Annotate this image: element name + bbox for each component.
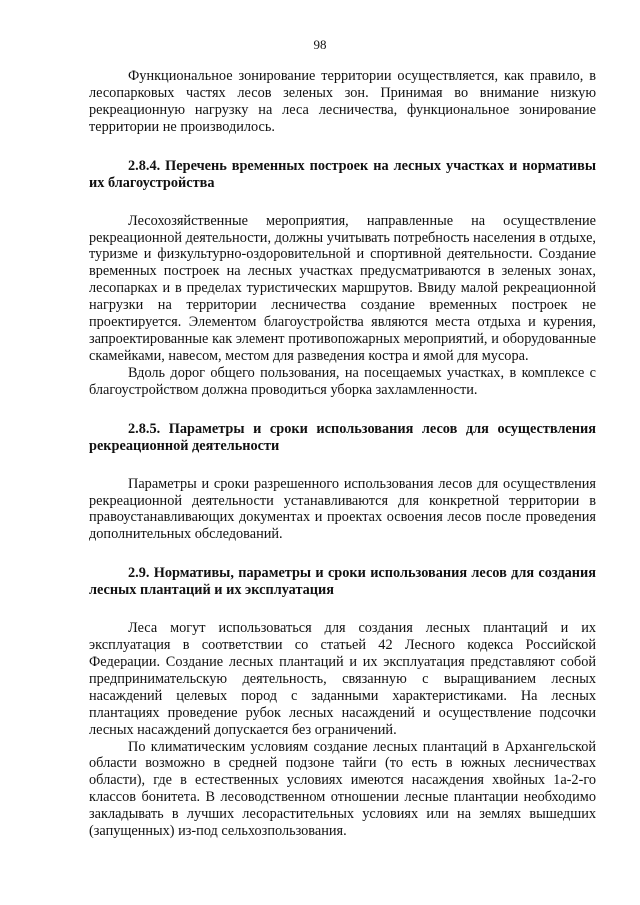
document-body	[89, 68, 596, 840]
heading-2-8-4: 2.8.4. Перечень временных построек на лесных участках и нормативы их благоустройства	[89, 157, 596, 191]
paragraph-zoning: Функциональное зонирование территории осуществляется, как правило, в лесопарковых частях лесов зеленых зон. Принимая во внимание низкую рекреационную нагрузку на леса лесничества, функциональное зонирование территории не производилось.	[89, 68, 596, 135]
paragraph-road-cleanup: Вдоль дорог общего пользования, на посещаемых участках, в комплексе с благоустройством должна проводиться уборка захламленности.	[89, 364, 596, 398]
paragraph-recreation-measures: Лесохозяйственные мероприятия, направленные на осуществление рекреационной деятельности, должны учитывать потребность населения в отдыхе, туризме и физкультурно-оздоровительной и спортивной деятельности. Создание временных построек на лесных участках предусматриваются в зеленых зонах, лесопарках и в пределах туристических маршрутов. Ввиду малой рекреационной нагрузки на территории лесничества создание временных построек не проектируется. Элементом благоустройства являются места отдыха и курения, запроектированные как элемент противопожарных мероприятий, и оборудованные скамейками, навесом, местом для разведения костра и ямой для мусора.	[89, 212, 596, 364]
paragraph-recreation-parameters: Параметры и сроки разрешенного использования лесов для осуществления рекреационной деятельности устанавливаются для конкретной территории в правоустанавливающих документах и проектах освоения лесов после проведения дополнительных обследований.	[89, 475, 596, 543]
page-number: 98	[313, 37, 327, 52]
heading-2-9: 2.9. Нормативы, параметры и сроки использования лесов для создания лесных плантаций и их эксплуатация	[89, 565, 596, 599]
paragraph-climate-conditions: По климатическим условиям создание лесных плантаций в Архангельской области возможно в средней подзоне тайги (то есть в южных лесничествах области), где в естественных условиях имеются насаждения хвойных 1а-2-го классов бонитета. В лесоводственном отношении лесные плантации необходимо закладывать в лучших лесорастительных условиях или на землях вышедших (запущенных) из-под сельхозпользования.	[89, 738, 596, 840]
heading-2-8-5: 2.8.5. Параметры и сроки использования лесов для осуществления рекреационной деятельности	[89, 420, 596, 454]
paragraph-plantations: Леса могут использоваться для создания лесных плантаций и их эксплуатация в соответствии со статьей 42 Лесного кодекса Российской Федерации. Создание лесных плантаций и их эксплуатация представляют собой предпринимательскую деятельность, связанную с выращиванием лесных насаждений целевых пород с заданными характеристиками. На лесных плантациях проведение рубок лесных насаждений и осуществление подсочки лесных насаждений допускается без ограничений.	[89, 620, 596, 738]
